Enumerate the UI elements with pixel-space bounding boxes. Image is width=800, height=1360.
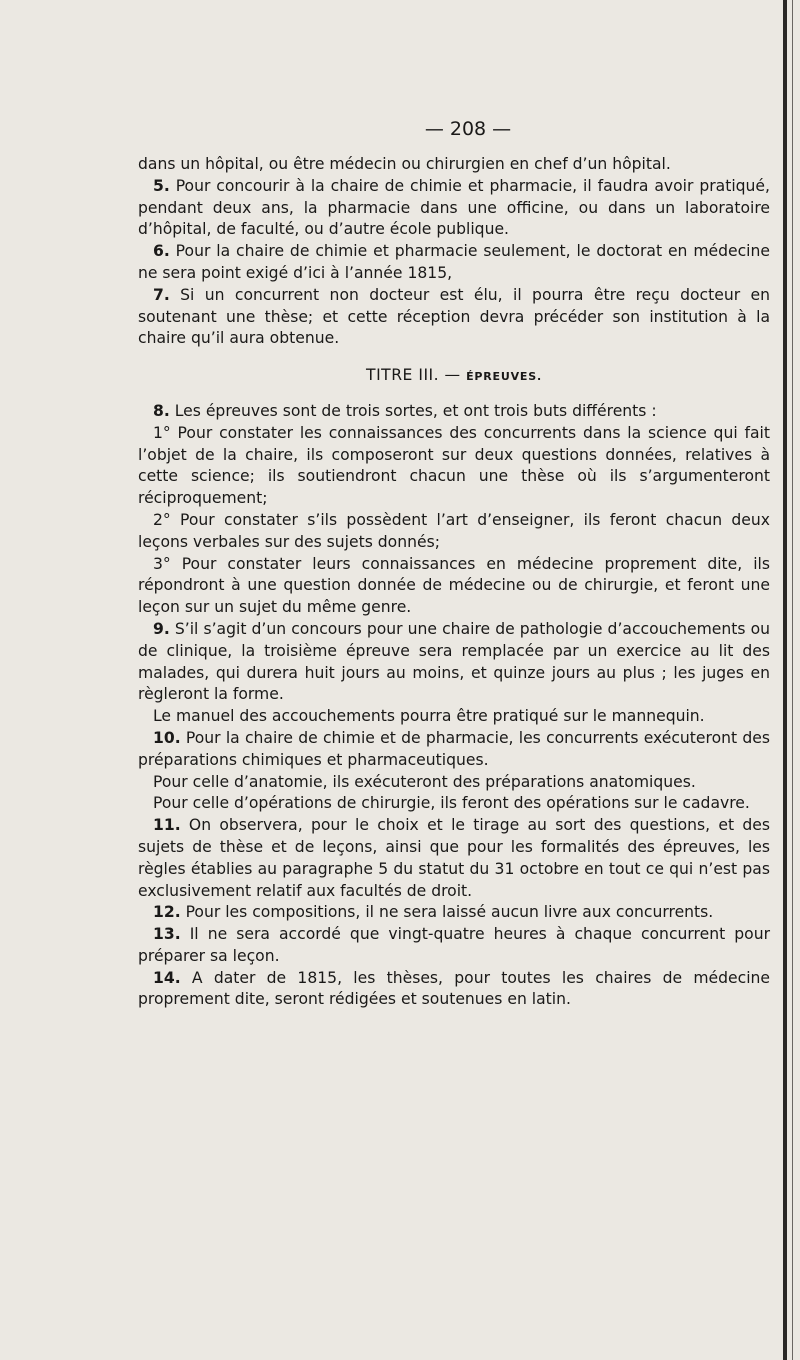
paragraph-continuation xyxy=(138,154,770,176)
article-number: 14. xyxy=(153,968,181,987)
paragraph-chirurgie xyxy=(138,793,770,815)
paragraph-text: Pour concourir à la chaire de chimie et pharmacie, il faudra avoir pratiqué, pendant deux ans, la pharmacie dans une officine, ou dans un laboratoire d’hôpital, de faculté, ou d’autre école publique. xyxy=(138,176,770,239)
article-number: 8. xyxy=(153,401,170,420)
article-7 xyxy=(138,285,770,350)
paragraph-text: Pour celle d’opérations de chirurgie, ils feront des opérations sur le cadavre. xyxy=(153,794,750,813)
article-6 xyxy=(138,241,770,285)
paragraph-text: Pour la chaire de chimie et de pharmacie, les concurrents exécuteront des préparations chimiques et pharmaceutiques. xyxy=(138,728,770,769)
article-13 xyxy=(138,924,770,968)
paragraph-text: 2° Pour constater s’ils possèdent l’art d’enseigner, ils feront chacun deux leçons verbales sur des sujets donnés; xyxy=(138,510,770,551)
paragraph-text: S’il s’agit d’un concours pour une chaire de pathologie d’accouchements ou de clinique, la troisième épreuve sera remplacée par un exercice au lit des malades, qui durera huit jours au moins, et quinze jours au plus ; les juges en règleront la forme. xyxy=(138,619,770,704)
article-9 xyxy=(138,619,770,706)
article-number: 13. xyxy=(153,925,181,944)
paragraph-text: Pour les compositions, il ne sera laissé aucun livre aux concurrents. xyxy=(180,903,714,922)
article-number: 6. xyxy=(153,242,170,261)
paragraph-text: dans un hôpital, ou être médecin ou chirurgien en chef d’un hôpital. xyxy=(138,155,671,173)
paragraph-text: Les épreuves sont de trois sortes, et ont trois buts différents : xyxy=(169,401,657,420)
article-number: 11. xyxy=(153,816,181,835)
paragraph-text: 1° Pour constater les connaissances des concurrents dans la science qui fait l’objet de la chaire, ils composeront sur deux questions données, relatives à cette science; ils soutiendront chacun une thèse où ils s’argumenteront réciproquement; xyxy=(138,423,770,508)
paragraph-text: Pour la chaire de chimie et pharmacie seulement, le doctorat en médecine ne sera point exigé d’ici à l’année 1815, xyxy=(138,242,770,282)
list-item-3 xyxy=(138,554,770,619)
article-12 xyxy=(138,902,770,924)
paragraph-text: 3° Pour constater leurs connaissances en médecine proprement dite, ils répondront à une question donnée de médecine ou de chirurgie, et feront une leçon sur un sujet du même genre. xyxy=(138,554,770,617)
article-11 xyxy=(138,815,770,902)
page-number: — 208 — xyxy=(424,118,512,140)
article-number: 7. xyxy=(153,285,170,304)
paragraph-text: Si un concurrent non docteur est élu, il pourra être reçu docteur en soutenant une thèse; et cette réception devra précéder son institution à la chaire qu’il aura obtenue. xyxy=(138,285,770,348)
article-5 xyxy=(138,176,770,241)
paragraph-text: Le manuel des accouchements pourra être pratiqué sur le mannequin. xyxy=(153,707,705,726)
paragraph-text: Pour celle d’anatomie, ils exécuteront des préparations anatomiques. xyxy=(153,772,696,791)
article-number: 5. xyxy=(153,176,170,195)
article-10 xyxy=(138,728,770,772)
section-title: TITRE III. — xyxy=(366,366,467,385)
section-heading xyxy=(138,365,770,388)
paragraph-text: Il ne sera accordé que vingt-quatre heures à chaque concurrent pour préparer sa leçon. xyxy=(138,925,770,965)
paragraph-mannequin xyxy=(138,706,770,728)
section-subtitle: ÉPREUVES. xyxy=(466,370,542,384)
article-8 xyxy=(138,401,770,423)
paragraph-text: A dater de 1815, les thèses, pour toutes les chaires de médecine proprement dite, seront rédigées et soutenues en latin. xyxy=(138,968,770,1009)
article-number: 9. xyxy=(153,619,170,638)
article-number: 10. xyxy=(153,728,181,747)
paragraph-text: On observera, pour le choix et le tirage au sort des questions, et des sujets de thèse et de leçons, ainsi que pour les formalités des épreuves, les règles établies au paragraphe 5 du statut du 31 octobre en tout ce qui n’est pas exclusivement relatif aux facultés de droit. xyxy=(138,816,770,900)
article-number: 12. xyxy=(153,903,181,922)
page-edge-line xyxy=(792,0,793,1360)
list-item-2 xyxy=(138,510,770,554)
paragraph-anatomie xyxy=(138,772,770,794)
page-edge-shadow xyxy=(783,0,787,1360)
page-content xyxy=(138,118,770,1011)
list-item-1 xyxy=(138,423,770,510)
article-14 xyxy=(138,968,770,1012)
